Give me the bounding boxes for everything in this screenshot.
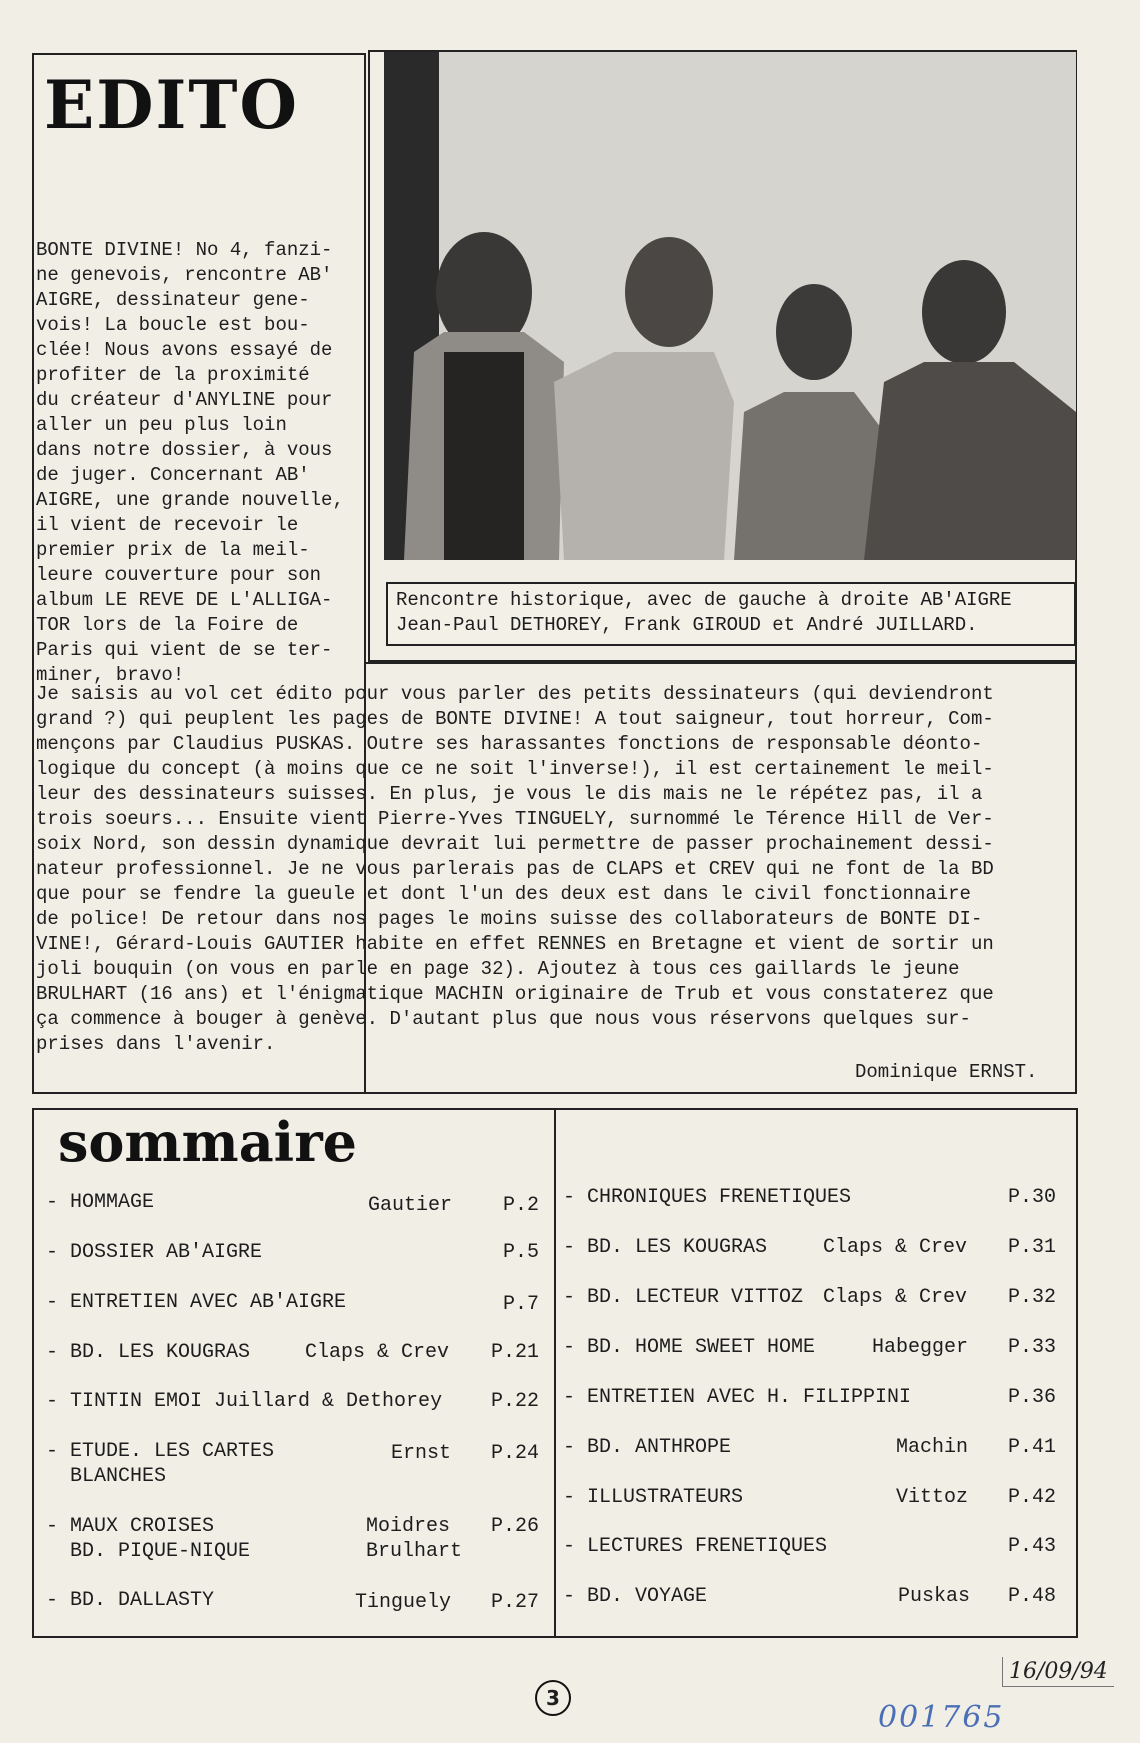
- toc-entry-page: P.30: [1008, 1186, 1057, 1209]
- toc-entry-author: Claps & Crev: [823, 1286, 968, 1309]
- toc-entry-page: P.42: [1008, 1486, 1057, 1509]
- toc-entry-author: Gautier: [368, 1194, 453, 1217]
- sommaire-divider: [554, 1108, 556, 1638]
- toc-entry-title: - HOMMAGE: [46, 1191, 155, 1214]
- toc-entry-author: Habegger: [872, 1336, 969, 1359]
- toc-entry-page: P.33: [1008, 1336, 1057, 1359]
- toc-entry-title: - BD. VOYAGE: [563, 1585, 708, 1608]
- toc-entry-page: P.24: [491, 1442, 540, 1465]
- edito-title: EDITO: [44, 66, 300, 144]
- toc-entry-author: Ernst: [391, 1442, 452, 1465]
- toc-entry-title: - BD. DALLASTY: [46, 1589, 215, 1612]
- toc-entry-title: - BD. LES KOUGRAS: [563, 1236, 768, 1259]
- toc-entry-title: - TINTIN EMOI Juillard & Dethorey: [46, 1390, 443, 1413]
- toc-entry-page: P.32: [1008, 1286, 1057, 1309]
- toc-entry-title: - ETUDE. LES CARTES BLANCHES: [46, 1440, 275, 1488]
- toc-entry-author: Puskas: [898, 1585, 971, 1608]
- toc-entry-author: Claps & Crev: [305, 1341, 450, 1364]
- toc-entry-page: P.21: [491, 1341, 540, 1364]
- toc-entry-page: P.36: [1008, 1386, 1057, 1409]
- group-photo: [384, 52, 1076, 560]
- toc-entry-page: P.2: [503, 1194, 540, 1217]
- toc-entry-page: P.43: [1008, 1535, 1057, 1558]
- toc-entry-author: Machin: [896, 1436, 969, 1459]
- handwritten-date: 16/09/94: [1002, 1657, 1114, 1687]
- toc-entry-title: - MAUX CROISES BD. PIQUE-NIQUE: [46, 1515, 251, 1563]
- toc-entry-page: P.48: [1008, 1585, 1057, 1608]
- toc-entry-title: - CHRONIQUES FRENETIQUES: [563, 1186, 852, 1209]
- toc-entry-title: - ENTRETIEN AVEC H. FILIPPINI: [563, 1386, 912, 1409]
- toc-entry-page: P.27: [491, 1591, 540, 1614]
- toc-entry-title: - BD. LECTEUR VITTOZ: [563, 1286, 804, 1309]
- toc-entry-page: P.7: [503, 1293, 540, 1316]
- toc-entry-page: P.26: [491, 1515, 540, 1538]
- toc-entry-page: P.31: [1008, 1236, 1057, 1259]
- edito-wide-text: Je saisis au vol cet édito pour vous parler des petits dessinateurs (qui deviendront grand ?) qui peuplent les pages de BONTE DIVINE! A tout saigneur, tout horreur, Com- mençons par Claudius PUSKAS. Outre ses harassantes fonctions de responsable déonto- logique du concept (à moins que ce ne soit l'inverse!), il est certainement le meil- leur des dessinateurs suisses. En plus, je vous le dis mais ne le répétez pas, il a trois soeurs... Ensuite vient Pierre-Yves TINGUELY, surnommé le Térence Hill de Ver- soix Nord, son dessin dynamique devrait lui permettre de passer prochainement dessi- nateur professionnel. Je ne vous parlerais pas de CLAPS et CREV qui ne font de la BD que pour se fendre la gueule et dont l'un des deux est dans le civil fonctionnaire de police! De retour dans nos pages le moins suisse des collaborateurs de BONTE DI- VINE!, Gérard-Louis GAUTIER habite en effet RENNES en Bretagne et vient de sortir un joli bouquin (on vous en parle en page 32). Ajoutez à tous ces gaillards le jeune BRULHART (16 ans) et l'énigmatique MACHIN originaire de Trub et vous constaterez que ça commence à bouger à genève. D'autant plus que nous vous réservons quelques sur- prises dans l'avenir.: [36, 683, 994, 1055]
- toc-entry-title: - DOSSIER AB'AIGRE: [46, 1241, 263, 1264]
- edito-frame-topline: [366, 662, 1077, 664]
- toc-entry-page: P.41: [1008, 1436, 1057, 1459]
- toc-entry-page: P.5: [503, 1241, 540, 1264]
- handwritten-code: 001765: [878, 1700, 1005, 1735]
- sommaire-title: sommaire: [58, 1110, 358, 1174]
- toc-entry-author: Claps & Crev: [823, 1236, 968, 1259]
- photo-caption: Rencontre historique, avec de gauche à droite AB'AIGRE Jean-Paul DETHOREY, Frank GIROUD et André JUILLARD.: [396, 589, 1012, 636]
- toc-entry-title: - BD. ANTHROPE: [563, 1436, 732, 1459]
- toc-entry-author: Vittoz: [896, 1486, 969, 1509]
- toc-entry-title: - BD. HOME SWEET HOME: [563, 1336, 816, 1359]
- toc-entry-title: - ILLUSTRATEURS: [563, 1486, 744, 1509]
- edito-column-text: BONTE DIVINE! No 4, fanzi- ne genevois, rencontre AB' AIGRE, dessinateur gene- vois! La boucle est bou- clée! Nous avons essayé de profiter de la proximité du créateur d'ANYLINE pour aller un peu plus loin dans notre dossier, à vous de juger. Concernant AB' AIGRE, une grande nouvelle, il vient de recevoir le premier prix de la meil- leure couverture pour son album LE REVE DE L'ALLIGA- TOR lors de la Foire de Paris qui vient de se ter- miner, bravo!: [36, 239, 344, 686]
- edito-signature: Dominique ERNST.: [855, 1061, 1038, 1083]
- page-number: 3: [535, 1680, 571, 1716]
- toc-entry-page: P.22: [491, 1390, 540, 1413]
- toc-entry-author: Moidres Brulhart: [366, 1515, 463, 1563]
- toc-entry-title: - ENTRETIEN AVEC AB'AIGRE: [46, 1291, 347, 1314]
- toc-entry-title: - LECTURES FRENETIQUES: [563, 1535, 828, 1558]
- toc-entry-author: Tinguely: [355, 1591, 452, 1614]
- toc-entry-title: - BD. LES KOUGRAS: [46, 1341, 251, 1364]
